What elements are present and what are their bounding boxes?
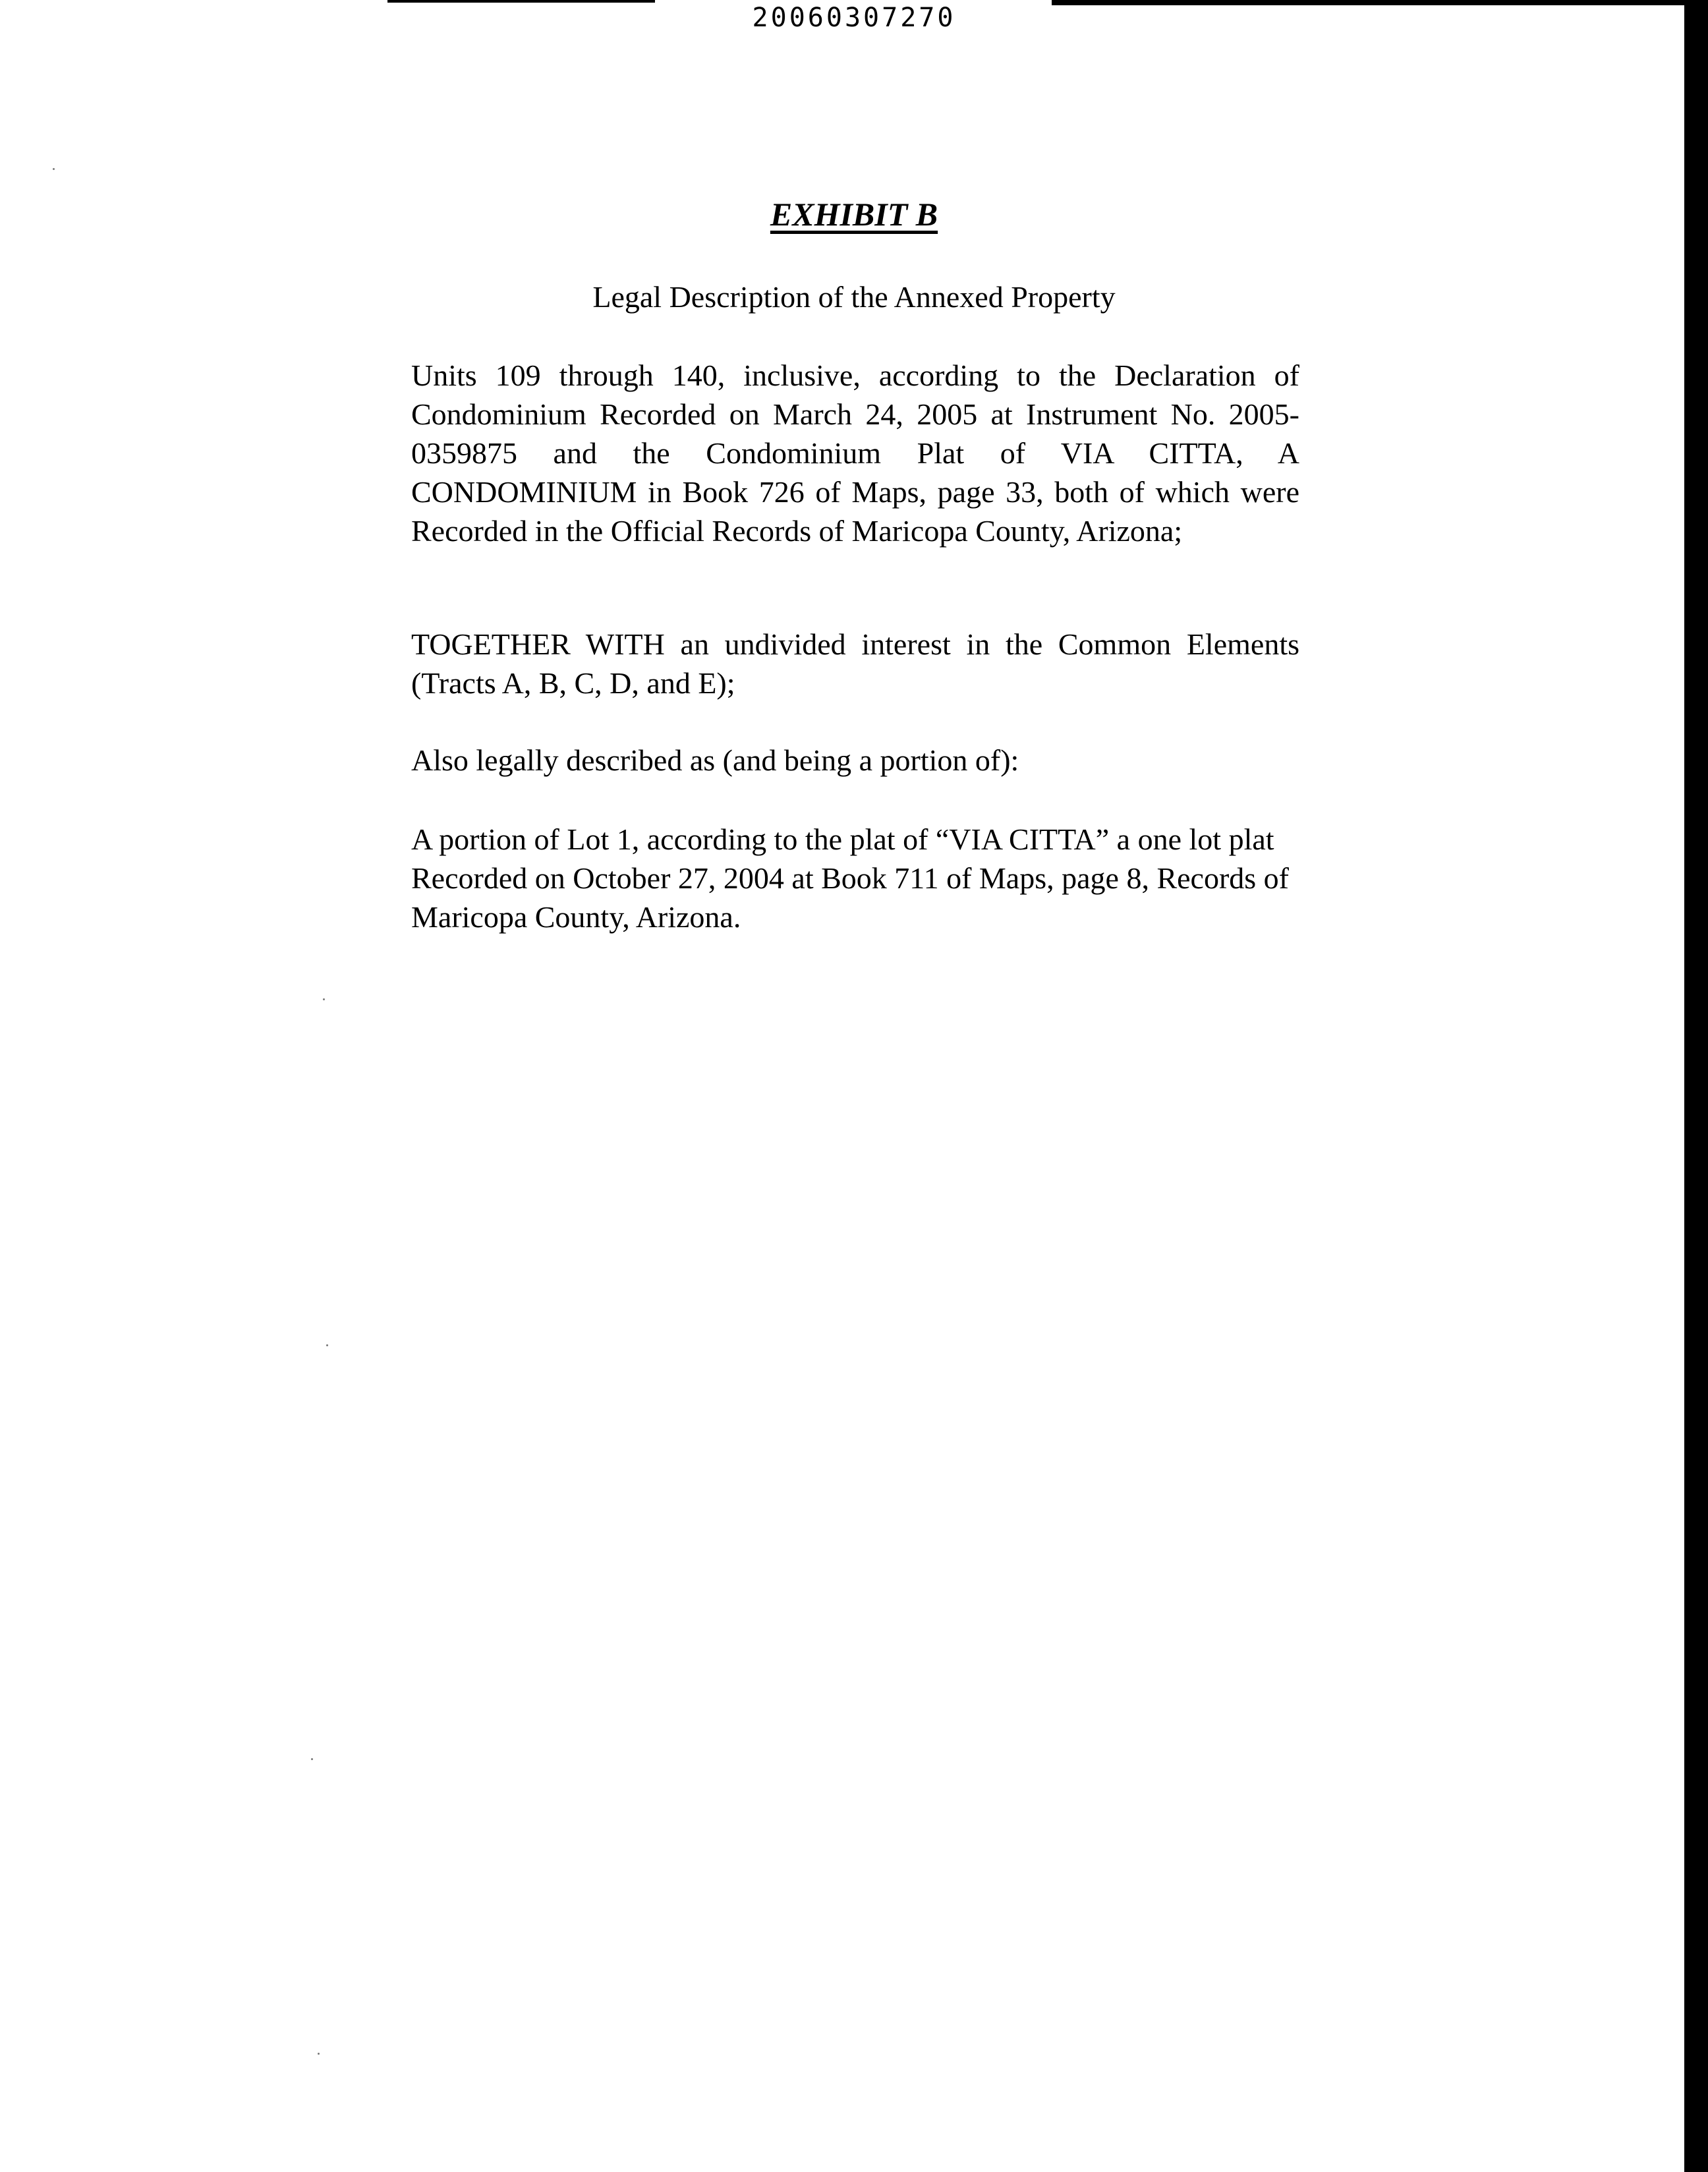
scan-speck (326, 1344, 328, 1346)
paragraph-also-described: Also legally described as (and being a portion of): (411, 743, 1019, 777)
scan-speck (53, 168, 55, 170)
scan-right-edge (1684, 0, 1708, 2172)
scan-speck (323, 998, 325, 1000)
document-number: 20060307270 (752, 3, 956, 33)
paragraph-together-with: TOGETHER WITH an undivided interest in the Common Elements (Tracts A, B, C, D, and E); (411, 627, 1299, 700)
scan-speck (311, 1758, 313, 1760)
exhibit-title: EXHIBIT B (770, 196, 938, 233)
paragraph-units: Units 109 through 140, inclusive, according to the Declaration of Condominium Recorded on March 24, 2005 at Instrument No. 2005-0359875 and the Condominium Plat of VIA CITTA, A CONDOMINIUM in Book 726 of Maps, page 33, both of which were Recorded in the Official Records of Maricopa County, Arizona; (411, 358, 1299, 548)
exhibit-subtitle: Legal Description of the Annexed Property (592, 280, 1116, 314)
scan-speck (318, 2053, 320, 2055)
paragraph-lot-portion: A portion of Lot 1, according to the plat of “VIA CITTA” a one lot plat Recorded on October 27, 2004 at Book 711 of Maps, page 8, Records of Maricopa County, Arizona. (411, 822, 1290, 934)
